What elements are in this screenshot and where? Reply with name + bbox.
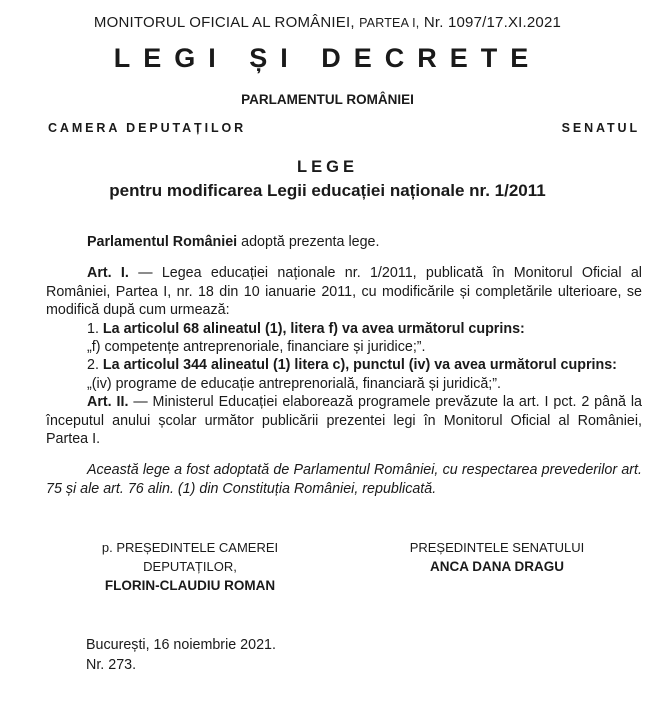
amendment-1 — [46, 320, 642, 338]
monitor-number: Nr. 1097/17.XI.2021 — [423, 14, 562, 31]
amendment-2 — [46, 356, 642, 374]
law-body — [46, 233, 642, 498]
monitor-header — [0, 14, 655, 31]
amendment-1-number: 1. — [87, 320, 103, 337]
intro-rest: adoptă prezenta lege. — [237, 234, 380, 250]
signature-left-title-1: p. PREȘEDINTELE CAMEREI — [101, 540, 279, 555]
intro-paragraph — [46, 233, 642, 251]
law-heading: LEGE — [297, 158, 358, 176]
place-date: București, 16 noiembrie 2021. — [86, 637, 276, 653]
amendment-1-heading: La articolul 68 alineatul (1), litera f) va avea următorul cuprins: — [102, 320, 525, 337]
amendment-2-number: 2. — [87, 357, 103, 374]
article-1 — [46, 264, 642, 319]
article-2-label: Art. II. — [87, 394, 129, 411]
section-title: LEGI ȘI DECRETE — [113, 43, 542, 73]
law-number: Nr. 273. — [86, 657, 137, 673]
parliament-name: PARLAMENTUL ROMÂNIEI — [241, 92, 414, 107]
amendment-2-quote: „(iv) programe de educație antreprenorială, financiară și juridică;”. — [87, 375, 502, 392]
signature-senate — [378, 538, 616, 576]
signature-left-title-2: DEPUTAȚILOR, — [143, 559, 237, 574]
article-2-text: — Ministerul Educației elaborează programele prevăzute la art. I pct. 2 până la începutul anului școlar următor publicării prezentei legi în Monitorul Oficial al României, Partea I. — [46, 394, 643, 448]
signature-left-name: FLORIN-CLAUDIU ROMAN — [104, 578, 276, 593]
article-1-text: — Legea educației naționale nr. 1/2011, publicată în Monitorul Oficial al României, Partea I, nr. 18 din 10 ianuarie 2011, cu modificările și completările ulterioare, se modifică după cum urmează: — [46, 265, 642, 319]
monitor-title: MONITORUL OFICIAL AL ROMÂNIEI, — [93, 14, 355, 31]
intro-bold: Parlamentul României — [87, 234, 238, 250]
monitor-partea: PARTEA I, — [359, 16, 420, 30]
law-subtitle: pentru modificarea Legii educației naționale nr. 1/2011 — [109, 181, 546, 200]
chamber-deputies-label: CAMERA DEPUTAȚILOR — [48, 121, 247, 135]
senate-label: SENATUL — [561, 121, 640, 135]
article-2 — [46, 393, 642, 448]
amendment-2-heading: La articolul 344 alineatul (1) litera c), punctul (iv) va avea următorul cuprins: — [102, 357, 617, 374]
article-1-label: Art. I. — [87, 265, 129, 282]
amendment-1-quote: „f) competențe antreprenoriale, financiare și juridice;”. — [87, 339, 426, 356]
adoption-note: Această lege a fost adoptată de Parlamentul României, cu respectarea prevederilor art. 75 și ale art. 76 alin. (1) din Constituția României, republicată. — [46, 462, 642, 497]
signature-right-title: PREȘEDINTELE SENATULUI — [409, 540, 585, 555]
signature-right-name: ANCA DANA DRAGU — [430, 559, 564, 574]
signature-deputies — [70, 538, 310, 595]
